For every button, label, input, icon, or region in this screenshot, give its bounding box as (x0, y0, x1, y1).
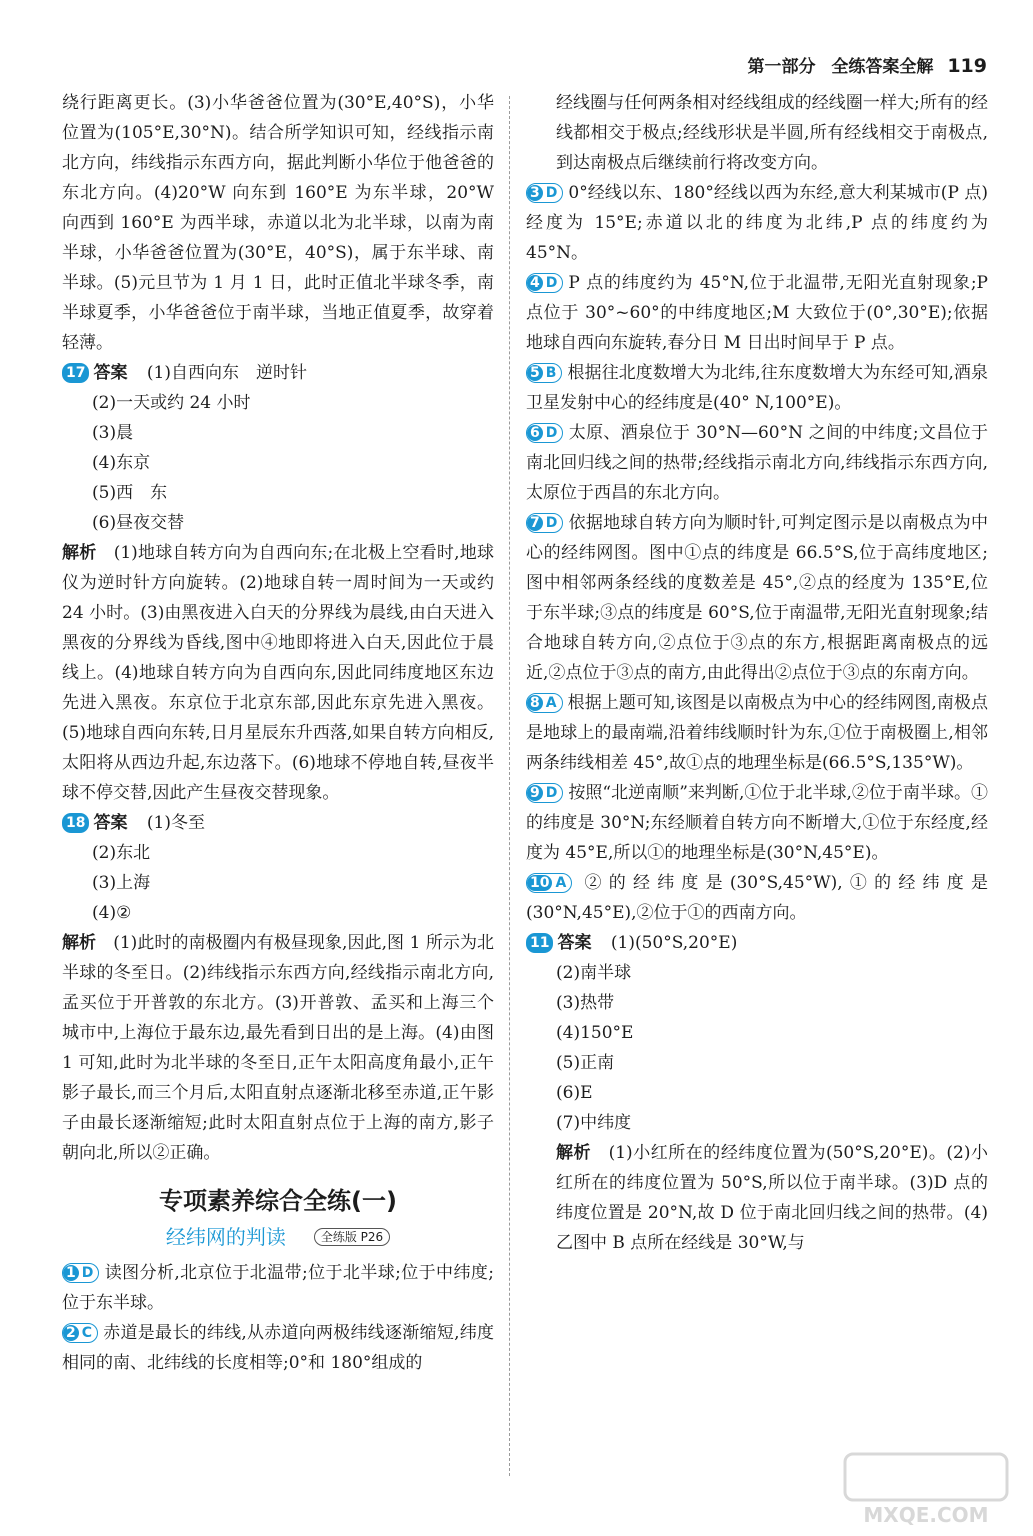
answer-text: 根据往北度数增大为北纬,往东度数增大为东经可知,酒泉卫星发射中心的经纬度是(40° N,100°E)。 (526, 363, 988, 413)
answer-label: 答案 (557, 933, 592, 953)
answer-item (526, 178, 988, 268)
answer-text: 读图分析,北京位于北温带;位于北半球;位于中纬度;位于东半球。 (62, 1263, 494, 1313)
answer-line: (3)晨 (92, 423, 134, 443)
answer-text: 0°经线以东、180°经线以西为东经,意大利某城市(P 点)经度为 15°E;赤道以北的纬度为北纬,P 点的纬度约为 45°N。 (526, 183, 988, 263)
analysis-text: (1)此时的南极圈内有极昼现象,因此,图 1 所示为北半球的冬至日。(2)纬线指示东西方向,经线指示南北方向,孟买位于开普敦的东北方。(3)开普敦、孟买和上海三个城市中,上海位于最东边,最先看到日出的是上海。(4)由图 1 可知,此时为北半球的冬至日,正午太阳高度角最小,正午影子最长,而三个月后,太阳直射点逐渐北移至赤道,正午影子由最长逐渐缩短;此时太阳直射点位于上海的南方,影子朝向北,所以②正确。 (62, 933, 495, 1163)
analysis-label: 解析 (62, 543, 97, 563)
header-section: 第一部分 (747, 57, 816, 77)
answer-line: (5)正南 (556, 1053, 615, 1073)
answer-item (526, 418, 988, 508)
answer-line: (2)一天或约 24 小时 (92, 393, 251, 413)
answer-tag: 4 D (526, 273, 563, 293)
answer-line: (4)150°E (556, 1023, 634, 1043)
answer-tag: 7 D (526, 513, 563, 533)
answer-text: 依据地球自转方向为顺时针,可判定图示是以南极点为中心的经纬网图。图中①点的纬度是 66.5°S,位于高纬度地区;图中相邻两条经线的度数差是 45°,②点的经度为 135°E,位于东半球;③点的纬度是 60°S,位于南温带,无阳光直射现象;结合地球自转方向,②点位于③点的东方,根据距离南极点的远近,②点位于③点的南方,由此得出②点位于③点的东南方向。 (526, 513, 988, 683)
q18-block (62, 808, 494, 1168)
answer-line: (6)昼夜交替 (92, 513, 185, 533)
answer-line: (5)西 东 (92, 483, 168, 503)
page-reference: 全练版 P26 (314, 1228, 390, 1246)
answer-tag: 1 D (62, 1263, 99, 1283)
answer-text: 根据上题可知,该图是以南极点为中心的经纬网图,南极点是地球上的最南端,沿着纬线顺时针为东,①位于南极圈上,相邻两条纬线相差 45°,故①点的地理坐标是(66.5°S,135°W)。 (526, 693, 988, 773)
left-column (62, 88, 494, 1378)
answer-line: (2)南半球 (556, 963, 632, 983)
page-number: 119 (947, 55, 987, 77)
answer-text: ②的经纬度是(30°S,45°W),①的经纬度是(30°N,45°E),②位于①的西南方向。 (526, 873, 988, 923)
answer-list (526, 178, 988, 928)
answer-tag: 5 B (526, 363, 562, 383)
answer-line: (3)上海 (92, 873, 151, 893)
answer-tag: 6 D (526, 423, 563, 443)
answer-item (526, 778, 988, 868)
watermark-text: MXQE.COM (863, 1503, 989, 1527)
answer-text: 赤道是最长的纬线,从赤道向两极纬线逐渐缩短,纬度相同的南、北纬线的长度相等;0°和 180°组成的 (62, 1323, 494, 1373)
section-subtitle: 经纬网的判读 (165, 1225, 286, 1249)
answer-line: (3)热带 (556, 993, 615, 1013)
q17-block (62, 358, 494, 808)
answer-label: 答案 (93, 363, 128, 383)
answer-label: 答案 (93, 813, 128, 833)
analysis-text: (1)地球自转方向为自西向东;在北极上空看时,地球仪为逆时针方向旋转。(2)地球自转一周时间为一天或约 24 小时。(3)由黑夜进入白天的分界线为晨线,由白天进入黑夜的分界线为昏线,图中④地即将进入白天,因此位于晨线上。(4)地球自转方向为自西向东,因此同纬度地区东边先进入黑夜。东京位于北京东部,因此东京先进入黑夜。(5)地球自西向东转,日月星辰东升西落,如果自转方向相反,太阳将从西边升起,东边落下。(6)地球不停地自转,昼夜半球不停交替,因此产生昼夜交替现象。 (62, 543, 495, 803)
column-divider (509, 96, 510, 1476)
header-book: 全练答案全解 (831, 57, 934, 77)
answer-tag: 3 D (526, 183, 563, 203)
answer-line: (6)E (556, 1083, 593, 1103)
answer-item (62, 1258, 494, 1318)
answer-item (526, 508, 988, 688)
answer-text: 按照“北逆南顺”来判断,①位于北半球,②位于南半球。①的纬度是 30°N;东经顺着自转方向不断增大,①位于东经度,经度为 45°E,所以①的地理坐标是(30°N,45°E)。 (526, 783, 988, 863)
analysis-label: 解析 (556, 1143, 592, 1163)
answer-tag: 10 A (526, 873, 572, 893)
q11-block (526, 928, 988, 1258)
answer-text: P 点的纬度约为 45°N,位于北温带,无阳光直射现象;P 点位于 30°~60°的中纬度地区;M 大致位于(0°,30°E);依据地球自西向东旋转,春分日 M 日出时间早于 P 点。 (526, 273, 988, 353)
answer-line: (1)自西向东 逆时针 (146, 363, 307, 383)
answer-line: (2)东北 (92, 843, 151, 863)
answer-item (62, 1318, 494, 1378)
answer-text: 太原、酒泉位于 30°N—60°N 之间的中纬度;文昌位于南北回归线之间的热带;经线指示南北方向,纬线指示东西方向,太原位于西昌的东北方向。 (526, 423, 988, 503)
answer-item (526, 268, 988, 358)
answer-item (526, 358, 988, 418)
answer-line: (1)(50°S,20°E) (610, 933, 738, 953)
answer-tag: 2 C (62, 1323, 98, 1343)
question-number: 18 (62, 813, 89, 833)
continued-text: 经线圈与任何两条相对经线组成的经线圈一样大;所有的经线都相交于极点;经线形状是半圆,所有经线相交于南极点,到达南极点后继续前行将改变方向。 (556, 93, 988, 173)
answer-line: (7)中纬度 (556, 1113, 632, 1133)
section-title: 专项素养综合全练(一) (159, 1187, 397, 1215)
answer-line: (4)东京 (92, 453, 151, 473)
page-header (747, 52, 987, 77)
analysis-text: (1)小红所在的经纬度位置为(50°S,20°E)。(2)小红所在的纬度位置为 50°S,所以位于南半球。(3)D 点的纬度位置是 20°N,故 D 位于南北回归线之间的热带。(4)乙图中 B 点所在经线是 30°W,与 (556, 1143, 989, 1253)
watermark-logo (841, 1450, 1011, 1530)
right-column (526, 88, 988, 1258)
continued-text: 绕行距离更长。(3)小华爸爸位置为(30°E,40°S)，小华位置为(105°E,30°N)。结合所学知识可知，经线指示南北方向，纬线指示东西方向，据此判断小华位于他爸爸的东北方向。(4)20°W 向东到 160°E 为东半球，20°W 向西到 160°E 为西半球，赤道以北为北半球，以南为南半球，小华爸爸位置为(30°E，40°S)，属于东半球、南半球。(5)元旦节为 1 月 1 日，此时正值北半球冬季，南半球夏季，小华爸爸位于南半球，当地正值夏季，故穿着轻薄。 (62, 93, 494, 353)
answer-tag: 9 D (526, 783, 563, 803)
answer-line: (1)冬至 (146, 813, 205, 833)
question-number: 17 (62, 363, 89, 383)
question-number: 11 (526, 933, 553, 953)
answer-line: (4)② (92, 903, 132, 923)
answer-item (526, 868, 988, 928)
analysis-label: 解析 (62, 933, 97, 953)
answer-tag: 8 A (526, 693, 563, 713)
answer-item (526, 688, 988, 778)
